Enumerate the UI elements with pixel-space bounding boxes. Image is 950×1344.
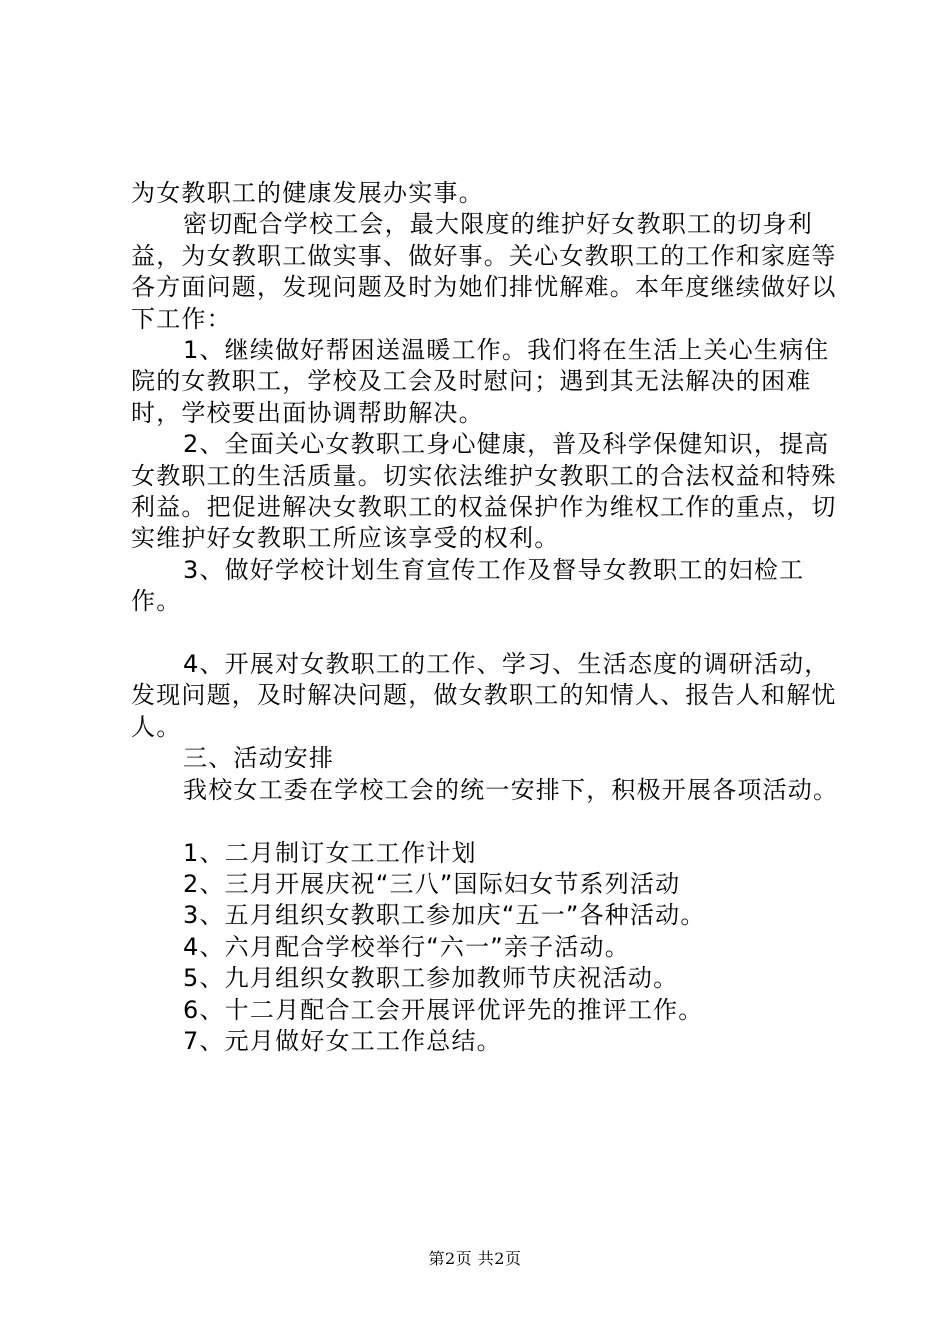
list-item: 3、五月组织女教职工参加庆“五一”各种活动。 (183, 901, 706, 930)
paragraph-cooperate-union: 密切配合学校工会，最大限度的维护好女教职工的切身利益，为女教职工做实事、做好事。关心女教职工的工作和家庭等各方面问题，发现问题及时为她们排忧解难。本年度继续做好以下工作： (131, 210, 837, 333)
paragraph-item-3: 3、做好学校计划生育宣传工作及督导女教职工的妇检工作。 (131, 555, 805, 616)
list-item: 4、六月配合学校举行“六一”亲子活动。 (183, 932, 630, 961)
document-body (131, 178, 851, 1057)
schedule-list (131, 838, 851, 1058)
section-heading-activities: 三、活动安排 (183, 744, 335, 773)
list-item: 6、十二月配合工会开展评优评先的推评工作。 (183, 995, 704, 1024)
page-number-footer: 第2页 共2页 (428, 1249, 522, 1268)
list-item: 7、元月做好女工工作总结。 (183, 1026, 502, 1055)
paragraph-activities-intro: 我校女工委在学校工会的统一安排下，积极开展各项活动。 (183, 775, 839, 804)
paragraph-item-4: 4、开展对女教职工的工作、学习、生活态度的调研活动，发现问题，及时解决问题，做女教职工的知情人、报告人和解忧人。 (131, 650, 837, 741)
list-item: 1、二月制订女工工作计划 (183, 838, 477, 867)
paragraph-item-2: 2、全面关心女教职工身心健康，普及科学保健知识，提高女教职工的生活质量。切实依法维护女教职工的合法权益和特殊利益。把促进解决女教职工的权益保护作为维权工作的重点，切实维护好女教职工所应该享受的权利。 (131, 430, 837, 553)
paragraph-continuation: 为女教职工的健康发展办实事。 (131, 179, 484, 207)
list-item: 5、九月组织女教职工参加教师节庆祝活动。 (183, 964, 679, 993)
paragraph-item-1: 1、继续做好帮困送温暖工作。我们将在生活上关心生病住院的女教职工，学校及工会及时慰问；遇到其无法解决的困难时，学校要出面协调帮助解决。 (131, 336, 830, 427)
list-item: 2、三月开展庆祝“三八”国际妇女节系列活动 (183, 869, 681, 898)
